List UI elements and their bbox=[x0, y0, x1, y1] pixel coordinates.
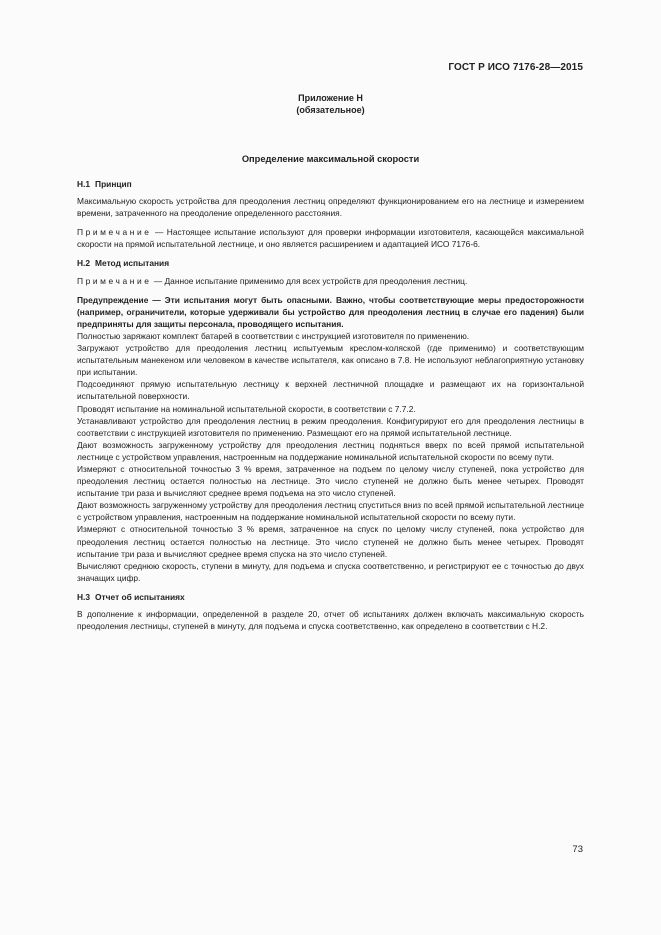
step-paragraph: Дают возможность загруженному устройству для преодоления лестниц подняться вверх по всей прямой испытательной лестнице с устройством управления, настроенным на поддержание номинальной испытательной скорости по всему пути. bbox=[77, 439, 584, 462]
step-paragraph: Полностью заряжают комплект батарей в соответствии с инструкцией изготовителя по применению. bbox=[77, 330, 470, 341]
heading-title: Принцип bbox=[95, 179, 132, 189]
heading-title: Метод испытания bbox=[95, 258, 170, 269]
section-title: Определение максимальной скорости bbox=[241, 154, 420, 164]
heading-number: Н.1 bbox=[77, 179, 91, 189]
step-paragraph: Загружают устройство для преодоления лестниц испытуемым креслом-коляской (где применимо) и соответствующим испытательным манекеном или человеком в качестве испытателя, как описано в 7.8. Не используют неблагоприятную установку при испытании. bbox=[77, 343, 584, 378]
step-paragraph: Устанавливают устройство для преодоления лестниц в режим преодоления. Конфигурируют его для преодоления лестницы в соответствии с инструкцией изготовителя по применению. Размещают его на прямой испытательной лестнице. bbox=[77, 415, 584, 438]
heading-h1 bbox=[77, 178, 584, 190]
step-paragraph: Дают возможность загруженному устройству для преодоления лестниц спуститься вниз по всей прямой испытательной лестнице с устройством управления, настроенным на поддержание номинальной испытательной скорости по всему пути. bbox=[77, 500, 584, 523]
page-number: 73 bbox=[572, 844, 583, 855]
note bbox=[77, 275, 584, 287]
step-paragraph: Проводят испытание на номинальной испытательной скорости, в соответствии с 7.7.2. bbox=[77, 403, 416, 414]
paragraph: В дополнение к информации, определенной в разделе 20, отчет об испытаниях должен включать максимальную скорость преодоления лестницы, ступеней в минуту, для подъема и спуска соответственно, как определено в соответствии с Н.2. bbox=[77, 609, 584, 632]
annex-title: Приложение Н bbox=[298, 93, 363, 103]
heading-number: Н.3 bbox=[77, 591, 91, 602]
step-paragraph: Измеряют с относительной точностью 3 % время, затраченное на спуск по целому числу ступеней, пока устройство для преодоления лестниц остается полностью на лестнице. Это число ступеней не должно быть менее четырех. Проводят испытание три раза и вычисляют среднее время спуска на это число ступеней. bbox=[77, 524, 584, 559]
annex-status: (обязательное) bbox=[296, 105, 365, 115]
note-label: Примечание bbox=[77, 227, 152, 238]
step-paragraph: Измеряют с относительной точностью 3 % время, затраченное на подъем по целому числу ступеней, пока устройство для преодоления лестниц остается полностью на лестнице. Это число ступеней не должно быть менее четырех. Проводят испытание три раза и вычисляют среднее время подъема на это число ступеней. bbox=[77, 463, 584, 499]
standard-id: ГОСТ Р ИСО 7176-28—2015 bbox=[448, 62, 583, 73]
document-body bbox=[77, 178, 584, 632]
note bbox=[77, 226, 584, 250]
step-paragraph: Вычисляют среднюю скорость, ступени в минуту, для подъема и спуска соответственно, и регистрируют ее с точностью до двух значащих цифр. bbox=[77, 560, 584, 583]
note-label: Примечание bbox=[77, 275, 152, 286]
step-paragraph: Подсоединяют прямую испытательную лестницу к верхней лестничной площадке и размещают их на горизонтальной испытательной поверхности. bbox=[77, 379, 584, 402]
heading-h2 bbox=[77, 257, 584, 269]
heading-h3 bbox=[77, 591, 584, 603]
heading-title: Отчет об испытаниях bbox=[95, 591, 185, 602]
note-text: — Настоящее испытание используют для проверки информации изготовителя, касающейся максимальной скорости на прямой испытательной лестнице, и оно является расширением и адаптацией ИСО 7176-6. bbox=[77, 227, 584, 250]
heading-number: Н.2 bbox=[77, 258, 91, 269]
note-text: — Данное испытание применимо для всех устройств для преодоления лестниц. bbox=[151, 275, 468, 286]
paragraph: Максимальную скорость устройства для преодоления лестниц определяют функционированием его на лестнице и измерением времени, затраченного на преодоление определенного расстояния. bbox=[77, 196, 584, 219]
warning-paragraph: Предупреждение — Эти испытания могут быть опасными. Важно, чтобы соответствующие меры предосторожности (например, ограничители, которые удерживали бы устройство для преодоления лестниц в случае его падения) были предприняты для защиты персонала, проводящего испытания. bbox=[77, 294, 584, 329]
